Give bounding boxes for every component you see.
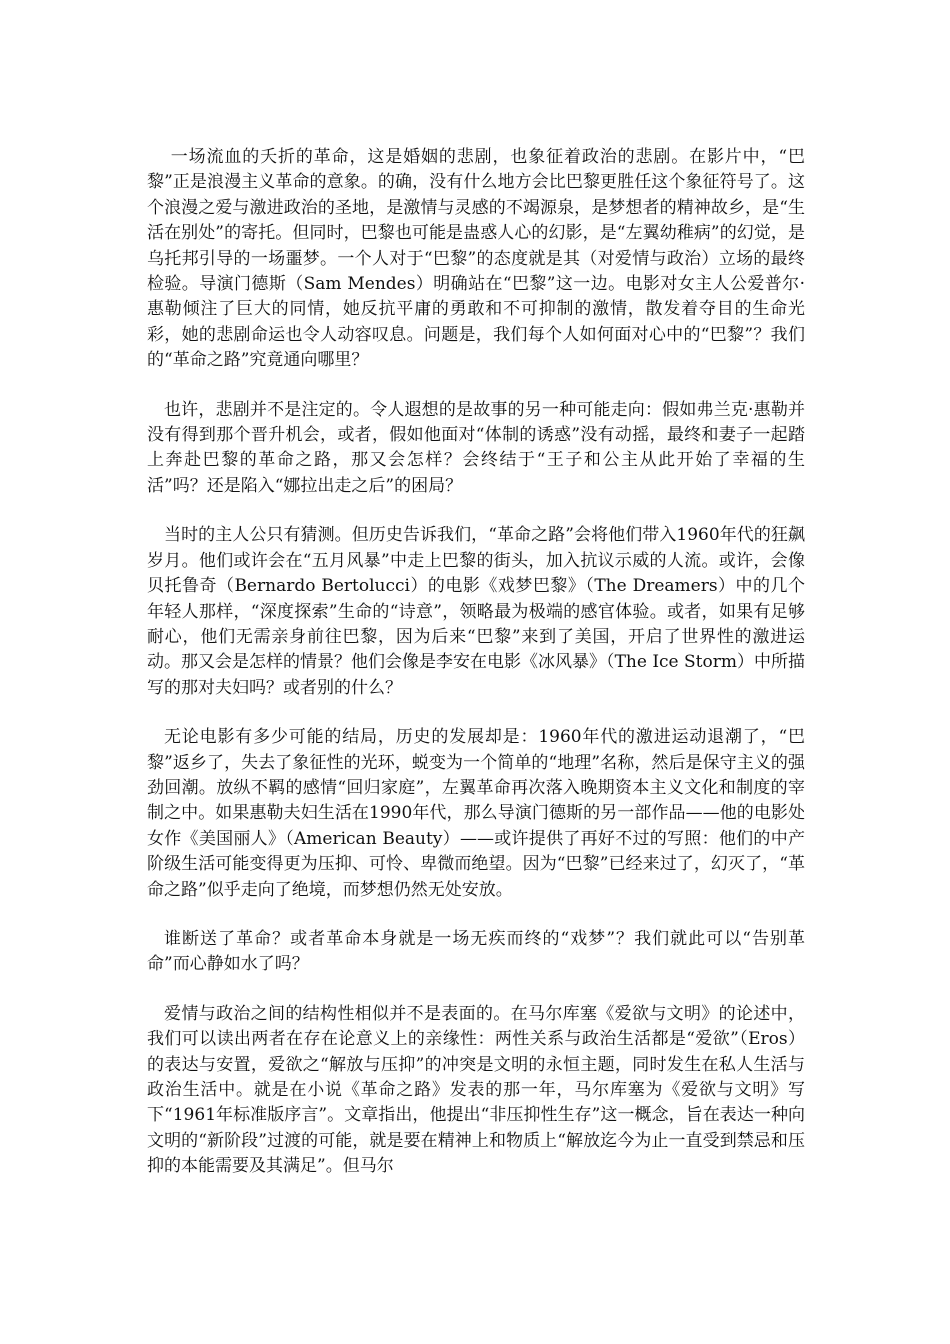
paragraph-4: 无论电影有多少可能的结局，历史的发展却是：1960年代的激进运动退潮了，“巴黎”返乡了，失去了象征性的光环，蜕变为一个简单的“地理”名称，然后是保守主义的强劲回潮。放纵不羁的感情“回归家庭”，左翼革命再次落入晚期资本主义文化和制度的宰制之中。如果惠勒夫妇生活在1990年代，那么导演门德斯的另一部作品——他的电影处女作《美国丽人》（American Beauty）——或许提供了再好不过的写照：他们的中产阶级生活可能变得更为压抑、可怜、卑微而绝望。因为“巴黎”已经来过了，幻灭了，“革命之路”似乎走向了绝境，而梦想仍然无处安放。 (147, 727, 805, 900)
paragraph-5: 谁断送了革命？或者革命本身就是一场无疾而终的“戏梦”？我们就此可以“告别革命”而心静如水了吗？ (147, 928, 805, 975)
paragraph-6: 爱情与政治之间的结构性相似并不是表面的。在马尔库塞《爱欲与文明》的论述中，我们可以读出两者在存在论意义上的亲缘性：两性关系与政治生活都是“爱欲”（Eros）的表达与安置，爱欲之“解放与压抑”的冲突是文明的永恒主题，同时发生在私人生活与政治生活中。就是在小说《革命之路》发表的那一年，马尔库塞为《爱欲与文明》写下“1961年标准版序言”。文章指出，他提出“非压抑性生存”这一概念，旨在表达一种向文明的“新阶段”过渡的可能，就是要在精神上和物质上“解放迄今为止一直受到禁忌和压抑的本能需要及其满足”。但马尔 (147, 1003, 805, 1177)
document-body (147, 145, 805, 1180)
paragraph-3: 当时的主人公只有猜测。但历史告诉我们，“革命之路”会将他们带入1960年代的狂飙岁月。他们或许会在“五月风暴”中走上巴黎的街头，加入抗议示威的人流。或许，会像贝托鲁奇（Bernardo Bertolucci）的电影《戏梦巴黎》（The Dreamers）中的几个年轻人那样，“深度探索”生命的“诗意”，领略最为极端的感官体验。或者，如果有足够耐心，他们无需亲身前往巴黎，因为后来“巴黎”来到了美国，开启了世界性的激进运动。那又会是怎样的情景？他们会像是李安在电影《冰风暴》（The Ice Storm）中所描写的那对夫妇吗？或者别的什么？ (147, 525, 805, 698)
paragraph-2: 也许，悲剧并不是注定的。令人遐想的是故事的另一种可能走向：假如弗兰克·惠勒并没有得到那个晋升机会，或者，假如他面对“体制的诱惑”没有动摇，最终和妻子一起踏上奔赴巴黎的革命之路，那又会怎样？会终结于“王子和公主从此开始了幸福的生活”吗？还是陷入“娜拉出走之后”的困局？ (147, 399, 805, 496)
paragraph-1: 一场流血的夭折的革命，这是婚姻的悲剧，也象征着政治的悲剧。在影片中，“巴黎”正是浪漫主义革命的意象。的确，没有什么地方会比巴黎更胜任这个象征符号了。这个浪漫之爱与激进政治的圣地，是激情与灵感的不竭源泉，是梦想者的精神故乡，是“生活在别处”的寄托。但同时，巴黎也可能是蛊惑人心的幻影，是“左翼幼稚病”的幻觉，是乌托邦引导的一场噩梦。一个人对于“巴黎”的态度就是其（对爱情与政治）立场的最终检验。导演门德斯（Sam Mendes）明确站在“巴黎”这一边。电影对女主人公爱普尔·惠勒倾注了巨大的同情，她反抗平庸的勇敢和不可抑制的激情，散发着夺目的生命光彩，她的悲剧命运也令人动容叹息。问题是，我们每个人如何面对心中的“巴黎”？我们的“革命之路”究竟通向哪里？ (147, 147, 805, 371)
